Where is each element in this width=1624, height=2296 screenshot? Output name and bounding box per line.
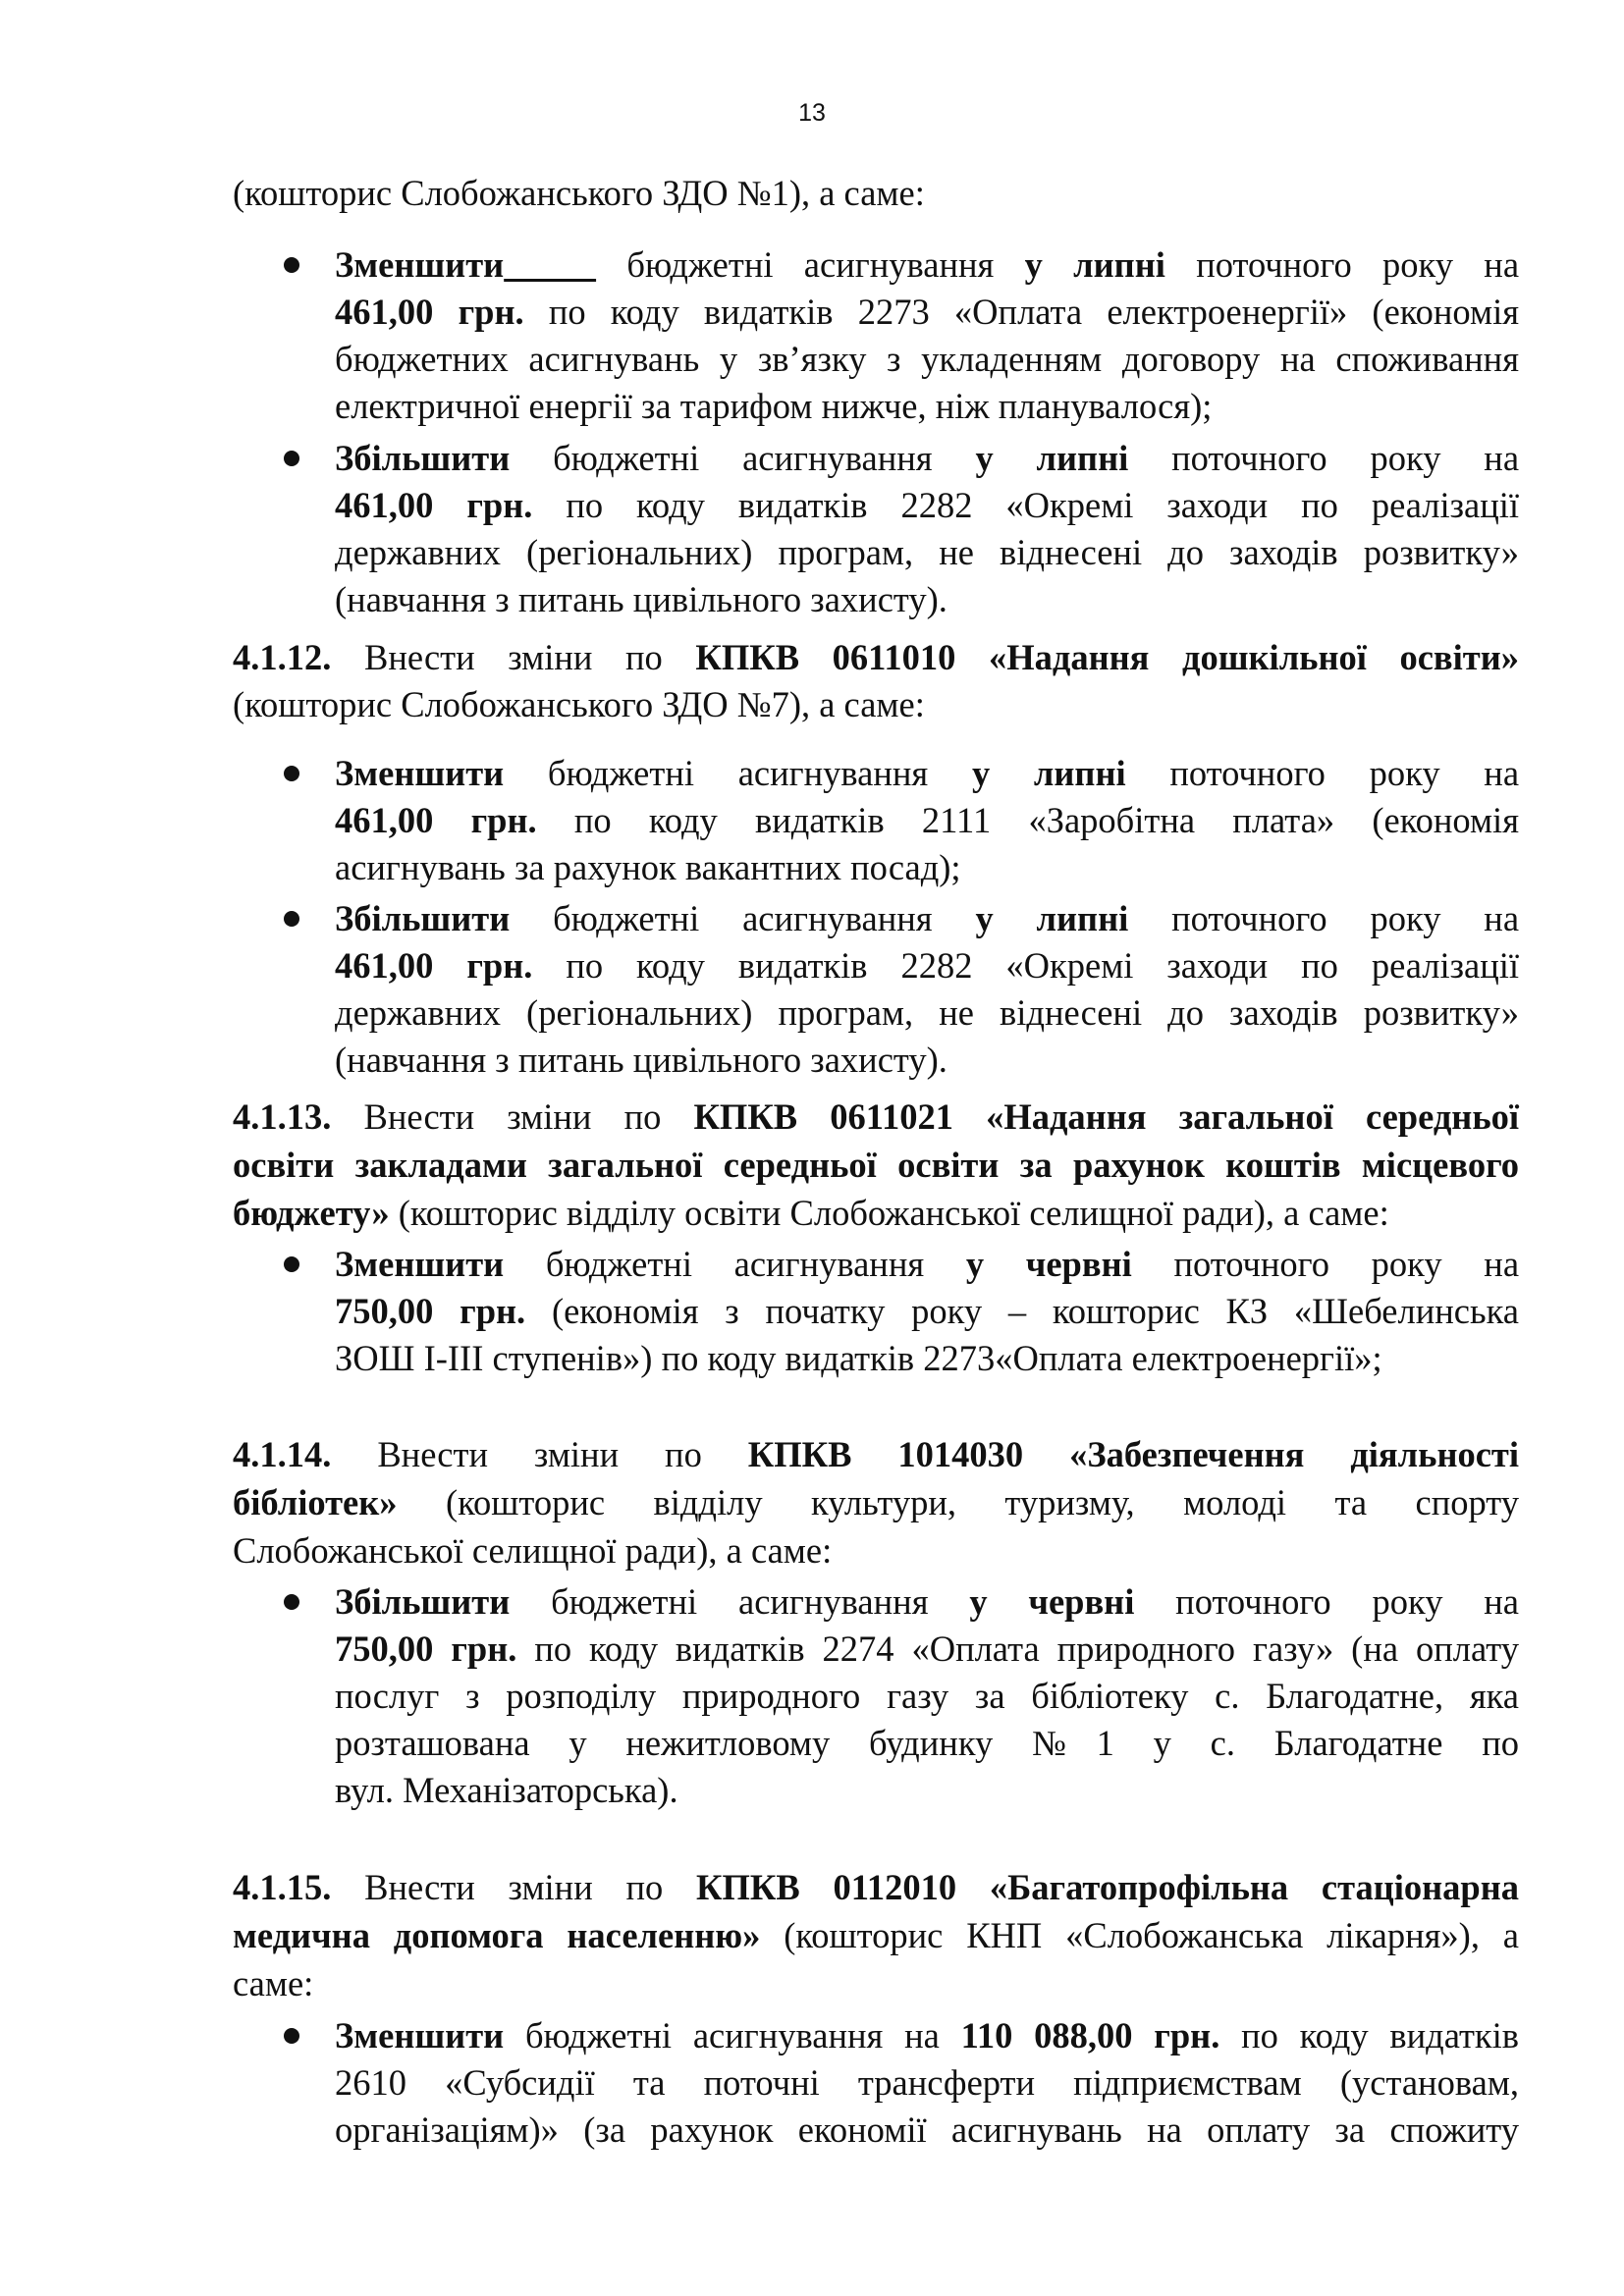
- list-item-line: Збільшити бюджетні асигнування у липні поточного року на: [335, 898, 1520, 938]
- bullet-icon: [284, 2028, 299, 2044]
- page-number: 13: [798, 99, 826, 127]
- list-item-line: бюджетних асигнувань у зв’язку з укладенням договору на споживання: [335, 339, 1519, 379]
- bullet-icon: [284, 1594, 299, 1610]
- paragraph-line: Слобожанської селищної ради), а саме:: [233, 1530, 833, 1571]
- list-item-line: Зменшити бюджетні асигнування у червні поточного року на: [335, 1244, 1520, 1284]
- list-item-line: Зменшити бюджетні асигнування на 110 088,00 грн. по коду видатків: [335, 2015, 1520, 2056]
- list-item-line: вул. Механізаторська).: [335, 1770, 678, 1810]
- list-item-line: 461,00 грн. по коду видатків 2282 «Окремі заходи по реалізації: [335, 945, 1520, 986]
- list-item-line: 750,00 грн. по коду видатків 2274 «Оплата природного газу» (на оплату: [335, 1629, 1519, 1669]
- list-item-line: ЗОШ І-ІІІ ступенів») по коду видатків 2273«Оплата електроенергії»;: [335, 1338, 1382, 1378]
- paragraph-line: медична допомога населенню» (кошторис КНП «Слобожанська лікарня»), а: [233, 1915, 1520, 1955]
- list-item-line: Збільшити бюджетні асигнування у червні поточного року на: [335, 1581, 1520, 1622]
- paragraph-line: (кошторис Слобожанського ЗДО №7), а саме:: [233, 684, 925, 724]
- bullet-icon: [284, 257, 299, 273]
- list-item-line: розташована у нежитловому будинку №1 у с. Благодатне по: [335, 1723, 1519, 1763]
- paragraph-line: бюджету» (кошторис відділу освіти Слобожанської селищної ради), а саме:: [233, 1193, 1389, 1233]
- paragraph-line: бібліотек» (кошторис відділу культури, туризму, молоді та спорту: [233, 1482, 1519, 1522]
- list-item-line: 461,00 грн. по коду видатків 2282 «Окремі заходи по реалізації: [335, 485, 1520, 525]
- section-heading-line: 4.1.12. Внести зміни по КПКВ 0611010 «Надання дошкільної освіти»: [233, 637, 1519, 677]
- list-item-line: Зменшити бюджетні асигнування у липні поточного року на: [335, 753, 1520, 793]
- list-item-line: 461,00 грн. по коду видатків 2273 «Оплата електроенергії» (економія: [335, 292, 1520, 332]
- list-item-line: (навчання з питань цивільного захисту).: [335, 579, 947, 619]
- section-heading-line: освіти закладами загальної середньої освіти за рахунок коштів місцевого: [233, 1145, 1519, 1185]
- bullet-icon: [284, 451, 299, 466]
- list-item-line: електричної енергії за тарифом нижче, ніж планувалося);: [335, 386, 1213, 426]
- list-item-line: (навчання з питань цивільного захисту).: [335, 1040, 947, 1080]
- list-item-line: Збільшити бюджетні асигнування у липні поточного року на: [335, 438, 1520, 478]
- list-item-line: послуг з розподілу природного газу за бібліотеку с. Благодатне, яка: [335, 1676, 1519, 1716]
- list-item-line: державних (регіональних) програм, не віднесені до заходів розвитку»: [335, 532, 1519, 572]
- list-item-line: асигнувань за рахунок вакантних посад);: [335, 847, 961, 887]
- bullet-icon: [284, 1256, 299, 1272]
- section-heading-line: 4.1.14. Внести зміни по КПКВ 1014030 «Забезпечення діяльності: [233, 1434, 1519, 1474]
- bullet-icon: [284, 911, 299, 927]
- list-item-line: організаціям)» (за рахунок економії асигнувань на оплату за спожиту: [335, 2109, 1519, 2150]
- list-item-line: Зменшити бюджетні асигнування у липні поточного року на: [335, 244, 1520, 285]
- bullet-icon: [284, 766, 299, 781]
- paragraph-line: (кошторис Слобожанського ЗДО №1), а саме:: [233, 173, 925, 213]
- paragraph-line: саме:: [233, 1963, 314, 2003]
- list-item-line: 2610 «Субсидії та поточні трансферти підприємствам (установам,: [335, 2062, 1519, 2103]
- section-heading-line: 4.1.13. Внести зміни по КПКВ 0611021 «Надання загальної середньої: [233, 1096, 1520, 1137]
- section-heading-line: 4.1.15. Внести зміни по КПКВ 0112010 «Багатопрофільна стаціонарна: [233, 1867, 1520, 1907]
- list-item-line: державних (регіональних) програм, не віднесені до заходів розвитку»: [335, 992, 1519, 1033]
- list-item-line: 750,00 грн. (економія з початку року – кошторис КЗ «Шебелинська: [335, 1291, 1520, 1331]
- list-item-line: 461,00 грн. по коду видатків 2111 «Заробітна плата» (економія: [335, 800, 1519, 840]
